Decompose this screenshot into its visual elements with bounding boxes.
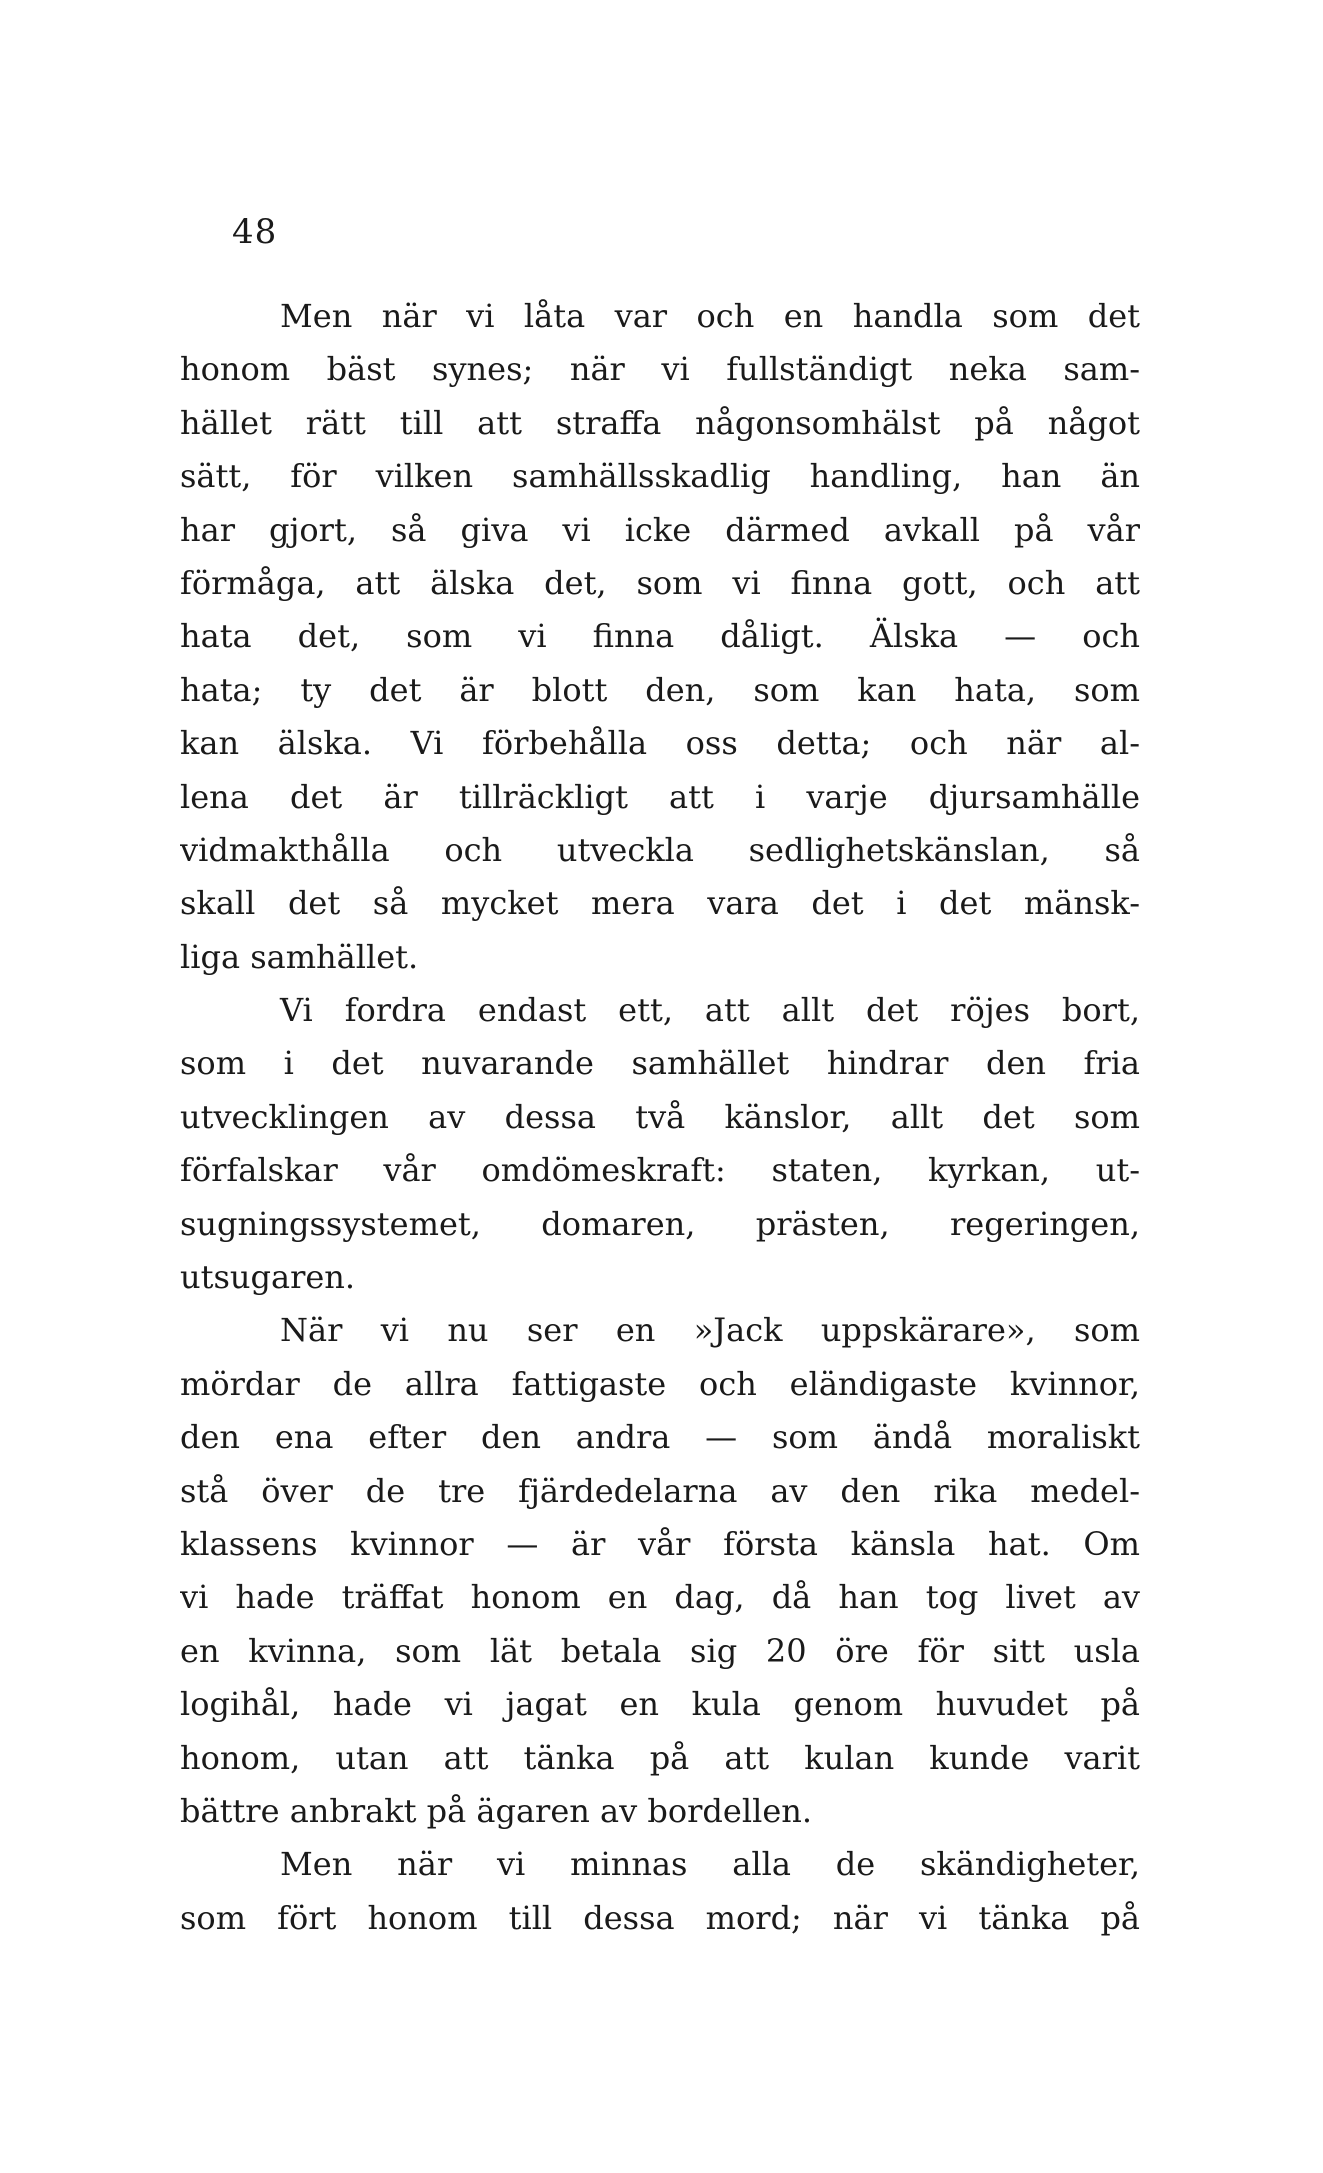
text-line: hata; ty det är blott den, som kan hata, som [180,670,1140,709]
text-line: liga samhället. [180,937,419,976]
text-line: kan älska. Vi förbehålla oss detta; och när al- [180,724,1140,763]
text-line: en kvinna, som lät betala sig 20 öre för sitt usla [180,1631,1140,1670]
text-line: hata det, som vi finna dåligt. Älska — och [180,617,1140,656]
text-line: lena det är tillräckligt att i varje djursamhälle [180,777,1140,816]
text-line: Vi fordra endast ett, att allt det röjes bort, [280,991,1140,1030]
text-line: stå över de tre fjärdedelarna av den rika medel- [180,1471,1140,1510]
text-line: honom, utan att tänka på att kulan kunde varit [180,1738,1140,1777]
text-line: honom bäst synes; när vi fullständigt neka sam- [180,350,1140,389]
text-line: förmåga, att älska det, som vi finna gott, och att [180,563,1140,602]
text-line: utsugaren. [180,1258,356,1297]
text-line: som i det nuvarande samhället hindrar den fria [180,1044,1140,1083]
text-line: Men när vi låta var och en handla som det [280,297,1140,335]
text-line: klassens kvinnor — är vår första känsla hat. Om [180,1524,1140,1563]
text-line: När vi nu ser en »Jack uppskärare», som [280,1311,1140,1350]
text-line: som fört honom till dessa mord; när vi tänka på [180,1898,1140,1937]
text-line: sätt, för vilken samhällsskadlig handling, han än [180,457,1140,496]
text-line: förfalskar vår omdömeskraft: staten, kyrkan, ut- [180,1151,1140,1190]
text-line: logihål, hade vi jagat en kula genom huvudet på [180,1685,1140,1724]
text-line: skall det så mycket mera vara det i det mänsk- [180,884,1140,923]
text-line: Men när vi minnas alla de skändigheter, [280,1845,1140,1884]
text-line: sugningssystemet, domaren, prästen, regeringen, [180,1204,1140,1243]
text-line: mördar de allra fattigaste och eländigaste kvinnor, [180,1364,1140,1403]
text-line: den ena efter den andra — som ändå moraliskt [180,1418,1140,1457]
page-number: 48 [232,212,278,252]
text-line: har gjort, så giva vi icke därmed avkall på vår [180,510,1140,549]
text-line: vidmakthålla och utveckla sedlighetskänslan, så [180,830,1140,869]
text-line: bättre anbrakt på ägaren av bordellen. [180,1791,813,1830]
text-line: hället rätt till att straffa någonsomhälst på något [180,403,1140,442]
text-line: vi hade träffat honom en dag, då han tog livet av [180,1578,1140,1617]
body-text [180,290,1140,1945]
text-line: utvecklingen av dessa två känslor, allt det som [180,1097,1140,1136]
